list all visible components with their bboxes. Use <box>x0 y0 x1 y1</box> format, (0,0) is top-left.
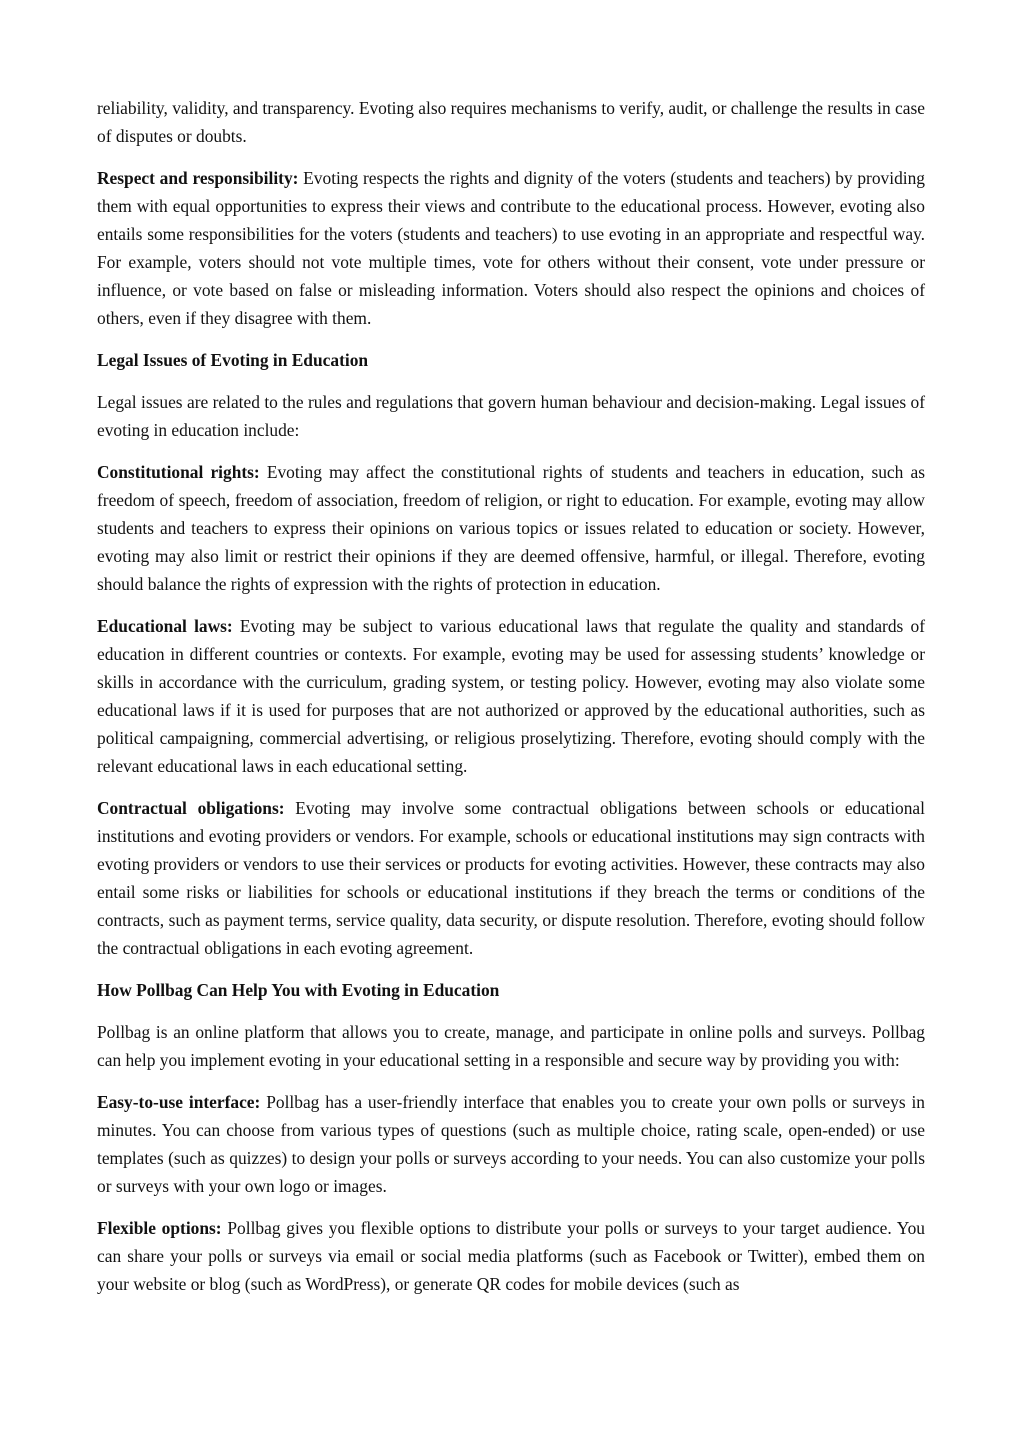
paragraph-text: Pollbag has a user-friendly interface that enables you to create your own polls or surveys in minutes. You can choose from various types of questions (such as multiple choice, rating scale, open-ended) or use templates (such as quizzes) to design your polls or surveys according to your needs. You can also customize your polls or surveys with your own logo or images. <box>97 1092 926 1196</box>
paragraph-term: Contractual obligations: <box>97 798 285 818</box>
paragraph-reliability <box>97 94 925 150</box>
paragraph-educational-laws <box>97 612 925 780</box>
paragraph-constitutional-rights <box>97 458 925 598</box>
paragraph-text: Evoting may affect the constitutional rights of students and teachers in education, such as freedom of speech, freedom of association, freedom of religion, or right to education. For example, evoting may allow students and teachers to express their opinions on various topics or issues related to education or society. However, evoting may also limit or restrict their opinions if they are deemed offensive, harmful, or illegal. Therefore, evoting should balance the rights of expression with the rights of protection in education. <box>97 462 925 594</box>
paragraph-text: reliability, validity, and transparency. Evoting also requires mechanisms to verify, audit, or challenge the results in case of disputes or doubts. <box>97 98 925 146</box>
paragraph-text: Evoting may be subject to various educational laws that regulate the quality and standards of education in different countries or contexts. For example, evoting may be used for assessing students’ knowledge or skills in accordance with the curriculum, grading system, or testing policy. However, evoting may also violate some educational laws if it is used for purposes that are not authorized or approved by the educational authorities, such as political campaigning, commercial advertising, or religious proselytizing. Therefore, evoting should comply with the relevant educational laws in each educational setting. <box>97 616 925 776</box>
paragraph-term: Flexible options: <box>97 1218 222 1238</box>
paragraph-easy-to-use-interface <box>97 1088 925 1200</box>
document-page <box>97 94 925 1312</box>
paragraph-text: Evoting may involve some contractual obligations between schools or educational institutions and evoting providers or vendors. For example, schools or educational institutions may sign contracts with evoting providers or vendors to use their services or products for evoting activities. However, these contracts may also entail some risks or liabilities for schools or educational institutions if they breach the terms or conditions of the contracts, such as payment terms, service quality, data security, or dispute resolution. Therefore, evoting should follow the contractual obligations in each evoting agreement. <box>97 798 925 958</box>
paragraph-text: Evoting respects the rights and dignity of the voters (students and teachers) by providing them with equal opportunities to express their views and contribute to the educational process. However, evoting also entails some responsibilities for the voters (students and teachers) to use evoting in an appropriate and respectful way. For example, voters should not vote multiple times, vote for others without their consent, vote under pressure or influence, or vote based on false or misleading information. Voters should also respect the opinions and choices of others, even if they disagree with them. <box>97 168 925 328</box>
paragraph-pollbag-intro <box>97 1018 925 1074</box>
paragraph-term: Constitutional rights: <box>97 462 260 482</box>
section-heading-pollbag: How Pollbag Can Help You with Evoting in Education <box>97 980 500 1000</box>
paragraph-contractual-obligations <box>97 794 925 962</box>
paragraph-text: Legal issues are related to the rules and regulations that govern human behaviour and decision-making. Legal issues of evoting in education include: <box>97 392 925 440</box>
paragraph-legal-intro <box>97 388 925 444</box>
paragraph-flexible-options <box>97 1214 925 1298</box>
section-heading-legal-issues: Legal Issues of Evoting in Education <box>97 350 369 370</box>
paragraph-term: Educational laws: <box>97 616 233 636</box>
paragraph-term: Respect and responsibility: <box>97 168 299 188</box>
paragraph-term: Easy-to-use interface: <box>97 1092 261 1112</box>
paragraph-respect-responsibility <box>97 164 925 332</box>
paragraph-text: Pollbag gives you flexible options to distribute your polls or surveys to your target audience. You can share your polls or surveys via email or social media platforms (such as Facebook or Twitter), embed them on your website or blog (such as WordPress), or generate QR codes for mobile devices (such as <box>97 1218 925 1294</box>
paragraph-text: Pollbag is an online platform that allows you to create, manage, and participate in online polls and surveys. Pollbag can help you implement evoting in your educational setting in a responsible and secure way by providing you with: <box>97 1022 925 1070</box>
